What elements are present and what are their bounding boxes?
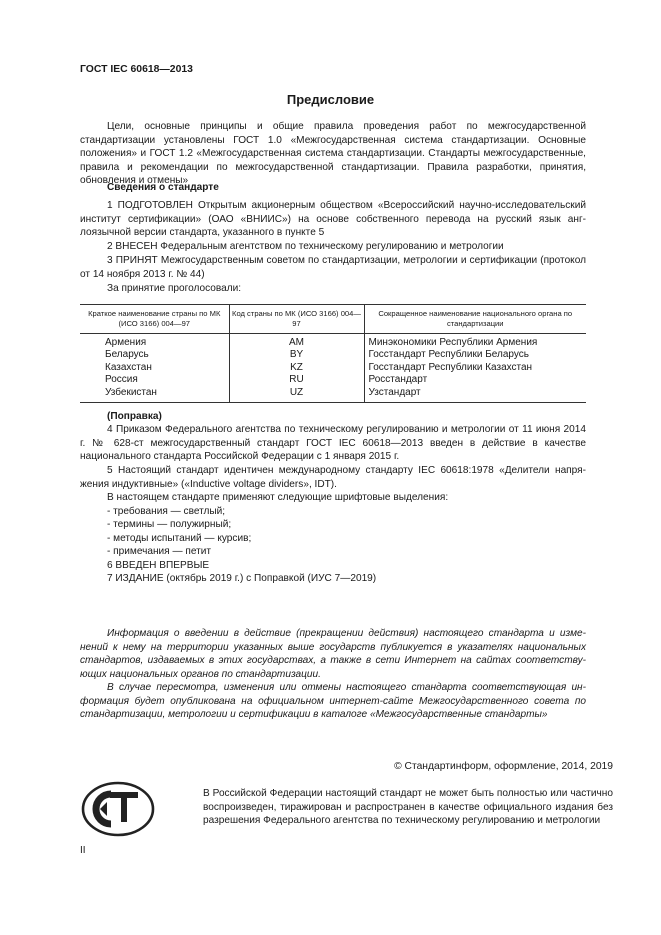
code-cell: RU xyxy=(229,374,364,386)
fonts-list-item: - термины — полужирный; xyxy=(107,519,232,530)
info-heading: Сведения о стандарте xyxy=(107,182,219,193)
item-3: 3 ПРИНЯТ Межгосударственным советом по стандартизации, метрологии и сертификации (протокол от 14 ноября 2013 г. № 44) xyxy=(80,255,586,280)
country-cell: Россия xyxy=(105,374,138,386)
rst-conformity-mark-icon xyxy=(80,780,156,838)
voted-label: За принятие проголосовали: xyxy=(107,283,242,294)
code-cell: AM xyxy=(229,334,364,350)
intro-paragraph: Цели, основные принципы и общие правила проведения работ по межгосударственной стандартизации установлены ГОСТ 1.0 «Межгосударственная система стандартизации. Основные положения» и ГОСТ 1.2 «Межгосударственная система стандартизации. Стандарты межгосударственные, правила и рекомендации по межгосударственной стандартизации. Правила разработки, принятия, обновления и отмены» xyxy=(80,121,586,187)
code-cell: BY xyxy=(229,349,364,361)
table-header-country: Краткое наименование страны по МК (ИСО 3166) 004—97 xyxy=(80,305,229,334)
country-cell: Узбекистан xyxy=(80,387,229,403)
table-row xyxy=(80,374,586,386)
body-cell: Минэкономики Республики Армения xyxy=(364,334,586,350)
page-number: II xyxy=(80,845,86,856)
table-row xyxy=(80,362,586,374)
info-italic-2: В случае пересмотра, изменения или отмены настоящего стандарта соответствующая информация будет опубликована на официальном интернет-сайте Межгосударственного совета по стандартизации, метрологии и сертификации в каталоге «Межгосударственные стандарты» xyxy=(80,682,586,721)
table-row xyxy=(80,349,586,361)
fonts-list-item: - примечания — петит xyxy=(107,546,211,557)
item-7: 7 ИЗДАНИЕ (октябрь 2019 г.) с Поправкой (ИУС 7—2019) xyxy=(107,573,377,584)
page-title: Предисловие xyxy=(286,92,375,107)
country-cell: Казахстан xyxy=(105,361,152,373)
country-cell: Беларусь xyxy=(105,349,149,361)
item-4: 4 Приказом Федерального агентства по техническому регулированию и метрологии от 11 июня 2014 г. № 628-ст межгосударственный стандарт ГОСТ IEC 60618—2013 введен в действие в качестве национального стандарта Российской Федерации с 1 января 2015 г. xyxy=(80,424,586,463)
amendment-heading: (Поправка) xyxy=(107,411,162,422)
table-row xyxy=(80,334,586,350)
body-cell: Узстандарт xyxy=(364,387,586,403)
fonts-list-item: - требования — светлый; xyxy=(107,506,226,517)
fonts-intro: В настоящем стандарте применяют следующие шрифтовые выделения: xyxy=(107,492,449,503)
code-cell: KZ xyxy=(229,362,364,374)
body-cell: Госстандарт Республики Казахстан xyxy=(364,362,586,374)
copyright-notice: В Российской Федерации настоящий стандарт не может быть полностью или частично воспроизведен, тиражирован и распространен в качестве официального издания без разрешения Федерального агентства по техническому регулированию и метрологии xyxy=(203,788,613,827)
voting-table xyxy=(80,304,586,403)
table-header-body: Сокращенное наименование национального органа по стандартизации xyxy=(364,305,586,334)
copyright: © Стандартинформ, оформление, 2014, 2019 xyxy=(394,761,613,772)
code-cell: UZ xyxy=(229,387,364,403)
body-cell: Госстандарт Республики Беларусь xyxy=(364,349,586,361)
table-header-code: Код страны по МК (ИСО 3166) 004—97 xyxy=(229,305,364,334)
item-5: 5 Настоящий стандарт идентичен международному стандарту IEC 60618:1978 «Делители напряжения индуктивные» («Inductive voltage dividers», IDT). xyxy=(80,465,586,490)
country-cell: Армения xyxy=(105,337,147,348)
body-cell: Росстандарт xyxy=(364,374,586,386)
item-2: 2 ВНЕСЕН Федеральным агентством по техническому регулированию и метрологии xyxy=(107,241,504,252)
item-6: 6 ВВЕДЕН ВПЕРВЫЕ xyxy=(107,560,210,571)
item-1: 1 ПОДГОТОВЛЕН Открытым акционерным обществом «Всероссийский научно-исследовательский институт сертификации» (ОАО «ВНИИС») на основе собственного перевода на русский язык англоязычной версии стандарта, указанного в пункте 5 xyxy=(80,200,586,239)
fonts-list-item: - методы испытаний — курсив; xyxy=(107,533,252,544)
document-header: ГОСТ IEC 60618—2013 xyxy=(80,64,193,75)
table-row xyxy=(80,387,586,403)
info-italic-1: Информация о введении в действие (прекращении действия) настоящего стандарта и изменений к нему на территории указанных выше государств публикуется в указателях национальных стандартов, издаваемых в этих государствах, а также в сети Интернет на сайтах соответствующих национальных органов по стандартизации. xyxy=(80,628,586,680)
